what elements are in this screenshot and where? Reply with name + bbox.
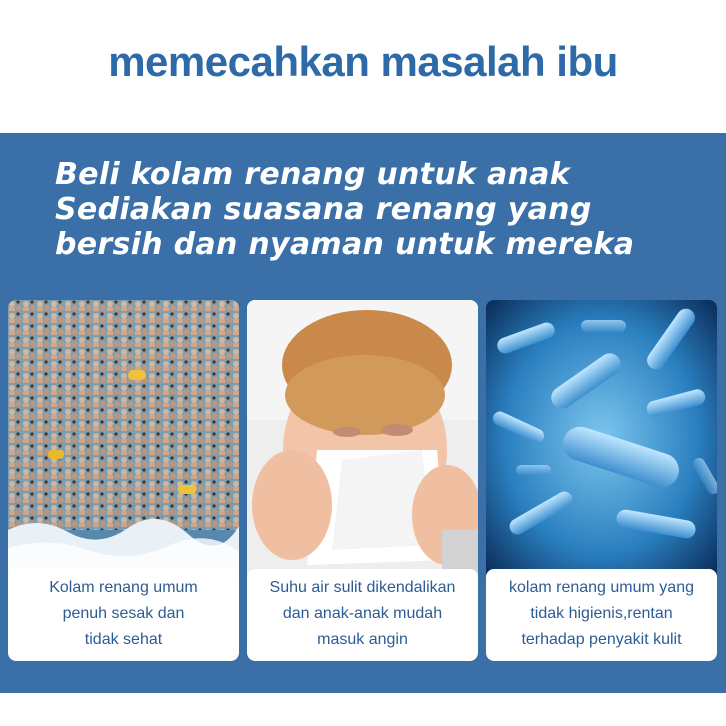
- page-title: memecahkan masalah ibu: [108, 38, 618, 85]
- info-panel: [0, 133, 726, 693]
- card-bacteria: [486, 300, 717, 661]
- caption-line: Kolam renang umum: [49, 579, 198, 596]
- headline-line-2: Sediakan suasana renang yang: [55, 192, 592, 227]
- child-blowing-nose-photo: [247, 300, 478, 575]
- caption-line: masuk angin: [317, 631, 408, 648]
- card-caption: [247, 569, 478, 661]
- card-crowded-pool: [8, 300, 239, 661]
- caption-line: penuh sesak dan: [62, 605, 185, 622]
- caption-line: terhadap penyakit kulit: [521, 631, 682, 648]
- caption-line: kolam renang umum yang: [509, 579, 694, 596]
- caption-line: tidak higienis,rentan: [530, 605, 673, 622]
- card-caption: [486, 569, 717, 661]
- card-child-sick: [247, 300, 478, 661]
- headline-line-3: bersih dan nyaman untuk mereka: [55, 227, 635, 262]
- card-caption: [8, 569, 239, 661]
- headline: [55, 157, 715, 262]
- crowded-pool-photo: [8, 300, 239, 575]
- caption-line: tidak sehat: [84, 631, 163, 648]
- bacteria-illustration: [486, 300, 717, 575]
- headline-line-1: Beli kolam renang untuk anak: [55, 157, 570, 192]
- caption-line: Suhu air sulit dikendalikan: [269, 579, 456, 596]
- caption-line: dan anak-anak mudah: [282, 605, 443, 622]
- bottom-strip: [0, 693, 726, 726]
